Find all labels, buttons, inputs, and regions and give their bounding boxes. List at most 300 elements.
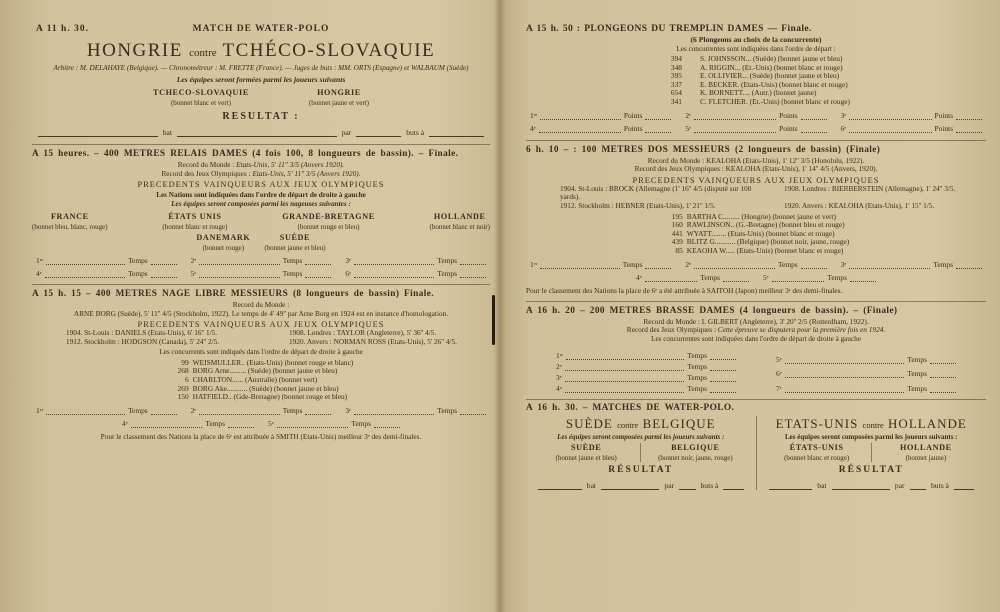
time-slot	[191, 269, 332, 278]
diver-text: S. JOHNSSON... (Suède) (bonnet jaune et bleu)	[699, 54, 843, 63]
dotted-line	[801, 125, 827, 133]
vainqueur-row	[532, 185, 980, 202]
points-slot	[841, 124, 982, 133]
record-jo-line	[526, 326, 986, 335]
diving-sub-note: (6 Plongeons au choix de la concurrente)	[690, 35, 822, 44]
record-label: Record du Monde :	[177, 160, 235, 169]
dotted-line	[645, 125, 671, 133]
record-value: Cette épreuve se disputera pour la première fois en 1924.	[717, 325, 886, 335]
place-label: 3ᵉ	[840, 110, 847, 120]
section-title: 400 METRES NAGE LIBRE MESSIEURS (8 longueurs de bassin) Finale.	[95, 289, 434, 299]
blank-rule	[429, 129, 484, 137]
swimmer-number: 6	[184, 374, 189, 384]
dotted-line	[710, 374, 736, 382]
place-label: 2ᵉ	[685, 110, 691, 120]
blank-rule	[954, 482, 974, 490]
dotted-line	[539, 125, 621, 133]
record-value: KEALOHA (Etats-Unis), 1' 14'' 4/5 (Anvers, 1920).	[725, 164, 878, 174]
temps-label: Temps	[282, 269, 303, 278]
vainqueur-left: 1912. Stockholm : HODGSON (Canada), 5' 24'' 2/5.	[66, 336, 220, 346]
teams-note: Les équipes seront composées parmi les joueurs suivants :	[557, 433, 725, 442]
nations-order-note: Les Nations sont indiquées dans l'ordre de départ de droite à gauche	[156, 191, 366, 200]
vainqueur-right: 1908. Londres : TAYLOR (Angleterre), 5' 36'' 4/5.	[289, 328, 437, 338]
swimmer-number: 160	[671, 220, 683, 230]
diver-text: E. OLLIVIER... (Suède) (bonnet jaune et bleu)	[699, 71, 840, 81]
dotted-line	[151, 257, 177, 265]
dotted-line	[956, 125, 982, 133]
dotted-line	[354, 270, 434, 278]
blank-rule	[910, 482, 926, 490]
temps-label: Temps	[437, 256, 458, 265]
dotted-line	[723, 274, 749, 282]
section-relais-dames	[32, 144, 490, 278]
dotted-line	[305, 270, 331, 278]
place-label: 3ᵉ	[556, 373, 562, 383]
team-block	[871, 443, 980, 462]
record-label: Record des Jeux Olympiques :	[161, 168, 251, 178]
section-heading	[526, 403, 986, 413]
swimmer-number: 439	[671, 237, 683, 247]
record-jo-line	[526, 165, 986, 174]
time-slot	[191, 256, 332, 265]
time-slot	[776, 380, 956, 393]
dotted-line	[228, 420, 254, 428]
place-label: 6ᵉ	[840, 123, 847, 133]
place-label: 3ᵉ	[345, 405, 351, 415]
temps-label: Temps	[282, 405, 303, 415]
times-row	[32, 269, 490, 278]
time-slot	[685, 260, 826, 269]
section-heading	[526, 145, 986, 155]
temps-label: Temps	[282, 256, 303, 265]
blank-rule	[356, 129, 401, 137]
vainqueur-row	[532, 202, 980, 211]
order-note: Les concurrentes sont indiquées dans l'ordre de départ :	[676, 45, 836, 53]
time-slot	[556, 384, 736, 393]
team-name: HONGRIE	[317, 88, 361, 97]
team-name: HOLLANDE	[433, 212, 486, 221]
dotted-line	[199, 257, 279, 265]
bonnet-note: (bonnet jaune et bleu)	[555, 454, 617, 463]
result-fill-line	[532, 481, 750, 490]
swimmer-row	[663, 247, 849, 256]
bonnet-note: (bonnet blanc et noir)	[429, 223, 490, 231]
temps-label: Temps	[687, 362, 707, 372]
section-time: A 15 heures. –	[32, 149, 100, 159]
place-label: 6ᵉ	[776, 369, 782, 379]
section-heading	[526, 306, 986, 316]
team-block	[264, 233, 325, 252]
dotted-line	[801, 112, 827, 120]
dotted-line	[46, 257, 125, 265]
versus-label: contre	[617, 420, 639, 431]
temps-label: Temps	[437, 269, 458, 278]
temps-label: Temps	[907, 384, 927, 394]
dotted-line	[305, 257, 331, 265]
swimmer-number: 268	[177, 366, 189, 376]
dotted-line	[131, 420, 203, 428]
place-label: 6ᵉ	[345, 269, 351, 278]
place-label: 4ᵉ	[36, 269, 42, 278]
place-label: 1ʳᵉ	[36, 256, 44, 265]
swimmer-number: 269	[177, 383, 189, 393]
bonnet-note: (bonnet rouge et bleu)	[297, 223, 360, 231]
temps-label: Temps	[907, 369, 927, 379]
vainqueur-left: 1904. St-Louis : BROCK (Allemagne (1' 16'' 4/5 (disputé sur 100 yards).	[560, 183, 752, 202]
dotted-line	[785, 385, 905, 393]
vainqueurs-2col	[32, 329, 490, 346]
resultat-heading: RÉSULTAT	[838, 465, 904, 476]
bonnet-note: (bonnet noir, jaune, rouge)	[658, 454, 733, 463]
points-label: Points	[779, 110, 798, 120]
dotted-line	[785, 356, 905, 364]
swimmer-list	[663, 213, 849, 256]
dotted-line	[930, 356, 956, 364]
dotted-line	[956, 261, 982, 269]
place-label: 1ʳᵉ	[530, 110, 538, 120]
dotted-line	[566, 352, 684, 360]
dotted-line	[694, 125, 776, 133]
dotted-line	[930, 370, 956, 378]
section-title: MATCHES DE WATER-POLO.	[592, 403, 735, 414]
section-brasse-dames	[526, 301, 986, 394]
match-suede-belgique	[526, 416, 756, 490]
order-note: Les concurrentes sont indiquées dans l'ordre de départ de droite à gauche	[651, 334, 861, 343]
resultat-heading: RESULTAT :	[222, 111, 300, 122]
dotted-line	[199, 407, 279, 415]
place-label: 4ᵉ	[636, 272, 642, 282]
buts-label: buts à	[931, 481, 949, 491]
swimmer-number: 150	[177, 392, 189, 402]
times-row	[32, 406, 490, 415]
section-nage-libre	[32, 284, 490, 441]
blank-rule	[538, 482, 582, 490]
dotted-line	[801, 261, 827, 269]
team-name: BELGIQUE	[671, 443, 720, 453]
place-label: 3ᵉ	[840, 259, 847, 269]
time-slot	[36, 406, 177, 415]
place-label: 4ᵉ	[122, 418, 128, 428]
temps-label: Temps	[622, 259, 643, 269]
equipes-note: Les équipes seront composées parmi les nageuses suivantes :	[171, 199, 351, 208]
bonnet-note: (bonnet blanc et rouge)	[784, 454, 850, 463]
diver-number: 395	[670, 71, 682, 81]
section-time: A 16 h. 20 –	[526, 305, 586, 316]
place-label: 7ᵉ	[776, 384, 782, 394]
dotted-line	[710, 363, 736, 371]
swimmer-text: KEAOHA W..... (Etats-Unis) (bonnet blanc et rouge)	[686, 245, 844, 255]
temps-label: Temps	[205, 418, 225, 428]
dotted-line	[645, 274, 698, 282]
swimmer-number: 441	[671, 228, 683, 238]
place-label: 5ᵉ	[190, 269, 197, 278]
buts-label: buts à	[406, 128, 425, 137]
time-slot	[556, 373, 736, 382]
relay-team-lists	[32, 212, 490, 231]
ink-mark	[492, 295, 495, 345]
dotted-line	[710, 352, 736, 360]
swimmer-number: 195	[671, 211, 683, 221]
temps-label: Temps	[128, 405, 148, 415]
bat-label: bat	[586, 481, 597, 491]
page-gutter	[494, 0, 506, 612]
record-value: Etats-Unis, 5' 11'' 3/5 (Anvers 1920).	[236, 160, 345, 169]
team-a-name: HONGRIE	[86, 40, 183, 61]
temps-label: Temps	[687, 373, 707, 383]
team-a-name: ETATS-UNIS	[775, 416, 859, 432]
section-title: : 100 METRES DOS MESSIEURS (2 longueurs de bassin) (Finale)	[573, 144, 881, 155]
swimmer-text: HATFIELD.. (Gde-Bretagne) (bonnet rouge et bleu)	[192, 392, 348, 402]
record-label: Record des Jeux Olympiques :	[634, 164, 724, 174]
page-right	[500, 0, 1000, 612]
time-slot	[530, 260, 671, 269]
section-heading	[32, 289, 490, 299]
time-slot	[556, 362, 736, 371]
section-dos-messieurs	[526, 140, 986, 295]
place-label: 2ᵉ	[190, 256, 197, 265]
section-water-polo	[526, 399, 986, 490]
section-time: 6 h. 10 –	[526, 144, 569, 155]
points-slot	[685, 124, 826, 133]
dotted-line	[565, 385, 685, 393]
swimmer-number: 99	[181, 357, 189, 367]
diver-text: C. FLETCHER. (Et.-Unis) (bonnet blanc et rouge)	[699, 96, 851, 106]
vainqueur-left: 1912. Stockholm : HEBNER (Etats-Unis), 1' 21'' 1/5.	[560, 200, 716, 210]
vainqueurs-title: PRECEDENTS VAINQUEURS AUX JEUX OLYMPIQUES	[137, 320, 385, 330]
bonnet-note: (bonnet jaune et vert)	[308, 99, 369, 107]
match-etatsunis-hollande	[756, 416, 987, 490]
dotted-line	[199, 270, 279, 278]
match-title	[763, 416, 981, 432]
team-block	[153, 88, 249, 107]
dotted-line	[956, 112, 982, 120]
team-b-name: TCHÉCO-SLOVAQUIE	[222, 40, 436, 61]
temps-label: Temps	[907, 354, 927, 364]
times-row	[526, 273, 986, 282]
time-slot	[841, 260, 982, 269]
points-slot	[530, 124, 671, 133]
temps-label: Temps	[128, 256, 148, 265]
bonnet-note: (bonnet jaune)	[905, 454, 947, 463]
dotted-line	[460, 270, 486, 278]
dotted-line	[565, 363, 685, 371]
section-time: A 16 h. 30. –	[526, 403, 588, 414]
team-block	[309, 88, 369, 107]
dotted-line	[45, 270, 125, 278]
dotted-line	[460, 257, 486, 265]
time-slot	[122, 419, 254, 428]
dotted-line	[694, 261, 775, 269]
blank-rule	[723, 482, 743, 490]
officials-line: Arbitre : M. DELAHAYE (Belgique). — Chronométreur : M. FRETTE (France). — Juges de buts : MM. ORTS (Espagne) et WALBAUM (Suède)	[53, 64, 469, 72]
times-row	[526, 260, 986, 269]
bonnet-note: (bonnet bleu, blanc, rouge)	[32, 223, 108, 231]
teams-note: Les équipes seront composées parmi les joueurs suivants :	[784, 433, 958, 442]
swimmer-text: CHARLTON...... (Australie) (bonnet vert)	[192, 374, 318, 384]
dotted-line	[540, 112, 621, 120]
bonnet-note: (bonnet blanc et vert)	[170, 99, 231, 107]
vainqueurs-title: PRECEDENTS VAINQUEURS AUX JEUX OLYMPIQUES	[137, 180, 385, 190]
par-label: par	[894, 481, 905, 491]
blank-rule	[38, 129, 158, 137]
dotted-line	[930, 385, 956, 393]
section-time: A 15 h. 15 –	[32, 289, 92, 299]
blank-rule	[177, 129, 337, 137]
team-block	[640, 443, 749, 462]
dotted-line	[785, 370, 905, 378]
blank-rule	[769, 482, 813, 490]
vainqueur-left: 1904. St-Louis : DANIELS (Etats-Unis), 6' 16'' 1/5.	[66, 328, 218, 338]
temps-label: Temps	[700, 272, 720, 282]
buts-label: buts à	[700, 481, 719, 491]
temps-label: Temps	[778, 259, 798, 269]
place-label: 5ᵉ	[776, 354, 782, 364]
points-row	[526, 111, 986, 120]
place-label: 1ᵉʳ	[530, 259, 538, 269]
swimmer-list	[169, 359, 354, 402]
time-slot	[36, 256, 177, 265]
result-fill-line	[763, 481, 981, 490]
vainqueurs-title: PRECEDENTS VAINQUEURS AUX JEUX OLYMPIQUES	[632, 175, 880, 185]
record-label: Record des Jeux Olympiques :	[626, 325, 716, 335]
team-a-name: SUÈDE	[565, 416, 613, 432]
dotted-line	[540, 261, 620, 269]
record-label: Record du Monde :	[643, 316, 700, 326]
place-label: 5ᵉ	[685, 123, 691, 133]
points-label: Points	[934, 123, 953, 133]
section-heading	[32, 149, 490, 159]
diver-number: 654	[670, 88, 682, 98]
temps-label: Temps	[827, 272, 847, 282]
diver-list	[662, 55, 850, 107]
time-slot	[345, 406, 486, 415]
dotted-line	[694, 112, 776, 120]
dotted-line	[305, 407, 331, 415]
dotted-line	[850, 274, 876, 282]
dotted-line	[354, 257, 434, 265]
record-value: Etats-Unis, 5' 11'' 3/5 (Anvers 1920).	[252, 168, 361, 178]
section-title: 400 METRES RELAIS DAMES (4 fois 100, 8 longueurs de bassin). – Finale.	[103, 149, 459, 159]
dotted-line	[849, 125, 931, 133]
time-slot	[36, 269, 177, 278]
dotted-line	[849, 112, 931, 120]
blank-rule	[679, 482, 695, 490]
dotted-line	[710, 385, 736, 393]
versus-label: contre	[862, 420, 884, 431]
team-name: DANEMARK	[196, 233, 251, 242]
bonnet-note: (bonnet jaune et bleu)	[264, 244, 326, 252]
points-slot	[841, 111, 982, 120]
diver-number: 394	[670, 54, 682, 63]
classement-note: Pour le classement des Nations la place de 6ᵉ a été attribuée à SAITOH (Japon) meilleur 3ᵉ des demi-finales.	[526, 285, 843, 295]
dotted-line	[46, 407, 125, 415]
bat-label: bat	[162, 128, 172, 137]
diver-number: 337	[670, 79, 682, 89]
dotted-line	[277, 420, 349, 428]
points-slot	[530, 111, 671, 120]
place-label: 5ᵉ	[268, 418, 274, 428]
times-row	[32, 256, 490, 265]
place-label: 2ᵉ	[556, 362, 562, 372]
diver-text: A. RIGGIN... (Et.-Unis) (bonnet blanc et rouge)	[699, 62, 843, 72]
team-name: ÉTATS UNIS	[168, 212, 222, 221]
teams-note: Les équipes seront formées parmi les joueurs suivants	[176, 75, 346, 84]
swimmer-text: RAWLINSON.. (G.-Bretagne) (bonnet bleu et rouge)	[686, 220, 845, 230]
team-name: TCHECO-SLOVAQUIE	[153, 88, 249, 97]
place-label: 2ᵉ	[685, 259, 691, 269]
dotted-line	[849, 261, 930, 269]
team-block	[763, 443, 871, 462]
swimmer-text: WEISMULLER.. (Etats-Unis) (bonnet rouge et blanc)	[192, 357, 354, 367]
dotted-line	[354, 407, 434, 415]
team-name: SUÈDE	[570, 443, 602, 453]
place-label: 5ᵉ	[763, 272, 769, 282]
section-plongeons	[526, 24, 986, 133]
match-team-lists	[32, 88, 490, 107]
vainqueur-right: 1920. Anvers : KEALOHA (Etats-Unis), 1' 15'' 1/5.	[784, 200, 935, 210]
swimmer-row	[169, 393, 354, 402]
swimmer-text: BARTHA C......... (Hongrie) (bonnet jaune et vert)	[686, 211, 836, 221]
bonnet-note: (bonnet blanc et rouge)	[162, 223, 228, 231]
section-heading: A 15 h. 50 : PLONGEONS DU TREMPLIN DAMES — Finale.	[526, 24, 812, 34]
vainqueur-row	[38, 338, 484, 347]
dotted-line	[645, 112, 671, 120]
dotted-line	[374, 420, 400, 428]
bat-label: bat	[817, 481, 827, 491]
match-title	[532, 416, 750, 432]
team-block	[32, 212, 108, 231]
resultat-heading: RÉSULTAT	[608, 465, 674, 476]
place-label: 4ᵉ	[530, 123, 536, 133]
section-title: 200 METRES BRASSE DAMES (4 longueurs de bassin). – (Finale)	[589, 305, 898, 316]
times-column-right	[776, 351, 956, 393]
record-value-line: ARNE BORG (Suède), 5' 11'' 4/5 (Stockholm, 1922). Le temps de 4' 49'' par Arne Borg en 1924 est en instance d'homologation.	[73, 308, 449, 318]
temps-label: Temps	[128, 269, 148, 278]
team-name: SUÈDE	[279, 233, 311, 242]
match-team-lists	[763, 443, 981, 462]
diver-number: 348	[670, 62, 682, 72]
event-type: MATCH DE WATER-POLO	[192, 24, 330, 34]
temps-label: Temps	[351, 418, 371, 428]
diver-row	[662, 98, 850, 107]
time-slot	[191, 406, 332, 415]
event-time: A 11 h. 30.	[36, 24, 89, 34]
points-row	[526, 124, 986, 133]
diver-number: 341	[670, 96, 682, 106]
team-block	[430, 212, 490, 231]
temps-label: Temps	[437, 405, 458, 415]
dotted-line	[151, 407, 177, 415]
record-value: I. GILBERT (Angleterre), 3' 20'' 2/5 (Rotterdham, 1922).	[701, 316, 869, 326]
points-label: Points	[623, 123, 643, 133]
left-header	[32, 24, 490, 35]
team-name: FRANCE	[50, 212, 89, 221]
team-b-name: BELGIQUE	[642, 416, 716, 432]
time-slot	[776, 351, 956, 364]
team-b-name: HOLLANDE	[888, 416, 967, 432]
waterpolo-matches	[526, 416, 986, 490]
team-block	[282, 212, 375, 231]
bonnet-note: (bonnet rouge)	[202, 244, 245, 252]
time-slot	[636, 273, 749, 282]
team-block	[196, 233, 250, 252]
dotted-line	[772, 274, 825, 282]
swimmer-text: WYATT........ (Etats-Unis) (bonnet blanc et rouge)	[686, 228, 835, 238]
blank-rule	[601, 482, 659, 490]
swimmer-text: BORG Arne......... (Suède) (bonnet jaune et bleu)	[192, 366, 338, 376]
record-value: KEALOHA (Etats-Unis), 1' 12'' 3/5 (Honolulu, 1922).	[706, 155, 865, 165]
temps-label: Temps	[933, 259, 953, 269]
